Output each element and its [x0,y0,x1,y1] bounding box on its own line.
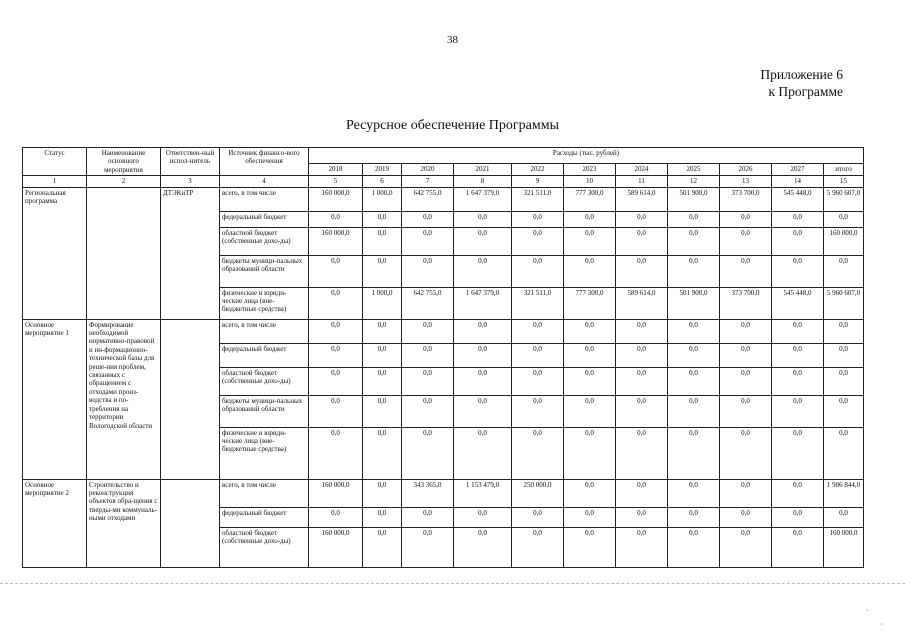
cell-value: 0,0 [309,255,363,287]
header-year: 2022 [512,164,564,176]
cell-source: всего, в том числе [220,187,309,211]
cell-value: 0,0 [512,255,564,287]
header-row [23,148,864,164]
column-number: 11 [616,176,668,187]
cell-source: областной бюджет (собственные дохо-ды) [220,227,309,255]
cell-value: 0,0 [616,211,668,227]
header-year: 2026 [720,164,772,176]
cell-name: Строительство и реконструкция объектов обра-щения с тверды-ми коммуналь-ными отходами [87,479,161,567]
cell-value: 0,0 [454,343,512,367]
header-year: 2019 [363,164,402,176]
cell-value: 250 000,0 [512,479,564,507]
header-year: 2023 [564,164,616,176]
cell-value: 0,0 [668,479,720,507]
cell-value: 0,0 [616,227,668,255]
cell-value: 0,0 [363,343,402,367]
cell-value: 0,0 [720,507,772,527]
cell-value: 0,0 [363,255,402,287]
cell-name [87,187,161,319]
cell-value: 0,0 [668,527,720,567]
cell-value: 0,0 [616,367,668,395]
cell-value: 0,0 [512,395,564,427]
header-expenses: Расходы (тыс. рублей) [309,148,864,164]
cell-value: 0,0 [772,343,824,367]
cell-source: всего, в том числе [220,319,309,343]
cell-value: 160 000,0 [309,187,363,211]
cell-value: 0,0 [564,395,616,427]
cell-value: 0,0 [309,367,363,395]
cell-value: 0,0 [309,287,363,319]
cell-value: 0,0 [772,255,824,287]
cell-value: 5 960 607,0 [824,187,864,211]
cell-value: 0,0 [772,211,824,227]
cell-value: 0,0 [512,527,564,567]
scan-edge-line [0,583,905,584]
cell-value: 0,0 [616,395,668,427]
cell-value: 0,0 [668,319,720,343]
cell-value: 0,0 [309,211,363,227]
cell-value: 0,0 [309,507,363,527]
cell-responsible [161,479,220,567]
cell-value: 0,0 [512,367,564,395]
cell-value: 160 000,0 [824,527,864,567]
cell-value: 0,0 [824,255,864,287]
cell-value: 160 000,0 [824,227,864,255]
table-row [23,187,864,211]
cell-value: 0,0 [720,395,772,427]
cell-value: 0,0 [363,211,402,227]
cell-value: 343 365,0 [402,479,454,507]
header-year: 2025 [668,164,720,176]
cell-value: 0,0 [454,319,512,343]
cell-value: 0,0 [363,427,402,479]
cell-value: 0,0 [720,211,772,227]
column-number: 12 [668,176,720,187]
cell-value: 589 614,0 [616,187,668,211]
appendix-line-2: к Программе [768,84,843,99]
cell-source: федеральный бюджет [220,211,309,227]
cell-value: 589 614,0 [616,287,668,319]
cell-status: Основное мероприятие 1 [23,319,87,479]
cell-value: 0,0 [309,343,363,367]
header-responsible: Ответствен-ный испол-нитель [161,148,220,176]
cell-source: физические и юриди-ческие лица (вне-бюджетные средства) [220,427,309,479]
cell-value: 0,0 [402,343,454,367]
cell-value: 0,0 [668,227,720,255]
cell-value: 0,0 [454,367,512,395]
column-number: 14 [772,176,824,187]
cell-value: 1 153 479,0 [454,479,512,507]
cell-value: 0,0 [824,427,864,479]
cell-value: 0,0 [616,319,668,343]
cell-value: 0,0 [824,319,864,343]
table-row [23,319,864,343]
header-year: 2024 [616,164,668,176]
page-number: 38 [447,34,458,46]
column-number-row [23,176,864,187]
header-year: 2018 [309,164,363,176]
cell-value: 1 906 844,0 [824,479,864,507]
cell-source: федеральный бюджет [220,507,309,527]
cell-value: 0,0 [720,527,772,567]
cell-value: 0,0 [454,427,512,479]
cell-value: 0,0 [564,367,616,395]
cell-value: 0,0 [772,227,824,255]
cell-value: 0,0 [564,255,616,287]
cell-value: 0,0 [309,395,363,427]
table-row [23,479,864,507]
cell-value: 0,0 [402,227,454,255]
cell-value: 1 000,0 [363,187,402,211]
column-number: 10 [564,176,616,187]
cell-value: 0,0 [720,255,772,287]
cell-value: 0,0 [564,211,616,227]
cell-source: областной бюджет (собственные дохо-ды) [220,367,309,395]
column-number: 6 [363,176,402,187]
cell-value: 373 700,0 [720,187,772,211]
cell-value: 0,0 [720,479,772,507]
cell-source: областной бюджет (собственные дохо-ды) [220,527,309,567]
cell-value: 0,0 [668,395,720,427]
cell-value: 0,0 [402,395,454,427]
cell-value: 0,0 [772,527,824,567]
column-number: 5 [309,176,363,187]
cell-value: 0,0 [454,507,512,527]
cell-value: 0,0 [824,507,864,527]
cell-value: 0,0 [668,343,720,367]
cell-value: 0,0 [564,507,616,527]
cell-value: 0,0 [454,527,512,567]
cell-value: 0,0 [454,211,512,227]
cell-value: 0,0 [564,343,616,367]
cell-value: 0,0 [512,427,564,479]
header-source: Источник финансо-вого обеспечения [220,148,309,176]
cell-value: 0,0 [668,507,720,527]
column-number: 3 [161,176,220,187]
cell-value: 160 000,0 [309,527,363,567]
column-number: 8 [454,176,512,187]
header-year: 2021 [454,164,512,176]
cell-value: 0,0 [772,319,824,343]
cell-value: 0,0 [363,367,402,395]
cell-value: 0,0 [720,367,772,395]
cell-value: 373 700,0 [720,287,772,319]
cell-value: 160 000,0 [309,227,363,255]
cell-value: 0,0 [454,395,512,427]
cell-value: 0,0 [824,211,864,227]
cell-value: 0,0 [309,427,363,479]
cell-value: 0,0 [363,507,402,527]
cell-value: 501 900,0 [668,187,720,211]
cell-value: 642 755,0 [402,187,454,211]
cell-value: 0,0 [772,395,824,427]
cell-value: 0,0 [824,395,864,427]
cell-status: Основное мероприятие 2 [23,479,87,567]
cell-value: 5 960 607,0 [824,287,864,319]
cell-value: 0,0 [720,343,772,367]
cell-value: 0,0 [564,527,616,567]
cell-value: 0,0 [616,507,668,527]
cell-value: 1 647 379,0 [454,187,512,211]
cell-value: 0,0 [668,255,720,287]
cell-value: 0,0 [363,319,402,343]
cell-value: 0,0 [720,227,772,255]
cell-source: федеральный бюджет [220,343,309,367]
column-number: 15 [824,176,864,187]
cell-value: 0,0 [616,255,668,287]
cell-value: 0,0 [512,227,564,255]
column-number: 2 [87,176,161,187]
header-year: 2027 [772,164,824,176]
cell-value: 777 300,0 [564,287,616,319]
header-year: 2020 [402,164,454,176]
cell-value: 1 647 379,0 [454,287,512,319]
cell-status: Региональная программа [23,187,87,319]
cell-source: бюджеты муници-пальных образований области [220,255,309,287]
cell-value: 0,0 [564,479,616,507]
table-body [23,187,864,567]
column-number: 13 [720,176,772,187]
cell-value: 0,0 [564,427,616,479]
cell-value: 0,0 [309,319,363,343]
cell-value: 0,0 [512,211,564,227]
header-status: Статус [23,148,87,176]
document-title: Ресурсное обеспечение Программы [345,118,559,133]
cell-value: 0,0 [402,527,454,567]
cell-source: всего, в том числе [220,479,309,507]
cell-name: Формирование необходимой нормативно-правовой и ин-формационно-технической базы для реше-ния проблем, связанных с обращением с отходами произ-водства и по-требления на территории Вологодской области [87,319,161,479]
cell-value: 0,0 [454,255,512,287]
cell-value: 0,0 [512,343,564,367]
cell-value: 0,0 [772,427,824,479]
cell-value: 0,0 [772,507,824,527]
cell-value: 0,0 [720,319,772,343]
appendix-heading [760,66,843,100]
appendix-line-1: Приложение 6 [760,67,843,82]
cell-source: физические и юриди-ческие лица (вне-бюджетные средства) [220,287,309,319]
cell-value: 0,0 [402,427,454,479]
scan-speck: · [866,606,869,615]
scan-speck: · [880,620,883,629]
cell-value: 0,0 [616,527,668,567]
cell-value: 0,0 [363,479,402,507]
cell-value: 0,0 [402,319,454,343]
cell-value: 0,0 [616,479,668,507]
cell-responsible: ДТЭКиТР [161,187,220,319]
cell-value: 0,0 [772,479,824,507]
cell-value: 321 511,0 [512,287,564,319]
cell-value: 0,0 [616,427,668,479]
cell-value: 0,0 [512,319,564,343]
cell-value: 501 900,0 [668,287,720,319]
cell-value: 160 000,0 [309,479,363,507]
cell-value: 0,0 [824,343,864,367]
cell-value: 545 448,0 [772,187,824,211]
cell-value: 0,0 [512,507,564,527]
column-number: 4 [220,176,309,187]
cell-value: 642 755,0 [402,287,454,319]
cell-value: 545 448,0 [772,287,824,319]
cell-value: 0,0 [772,367,824,395]
cell-value: 0,0 [668,367,720,395]
header-name: Наименование основного мероприятия [87,148,161,176]
header-year: итого [824,164,864,176]
cell-source: бюджеты муници-пальных образований области [220,395,309,427]
cell-value: 0,0 [363,395,402,427]
cell-value: 0,0 [402,367,454,395]
cell-responsible [161,319,220,479]
cell-value: 0,0 [363,527,402,567]
cell-value: 0,0 [564,227,616,255]
cell-value: 1 000,0 [363,287,402,319]
cell-value: 0,0 [824,367,864,395]
cell-value: 0,0 [720,427,772,479]
cell-value: 321 511,0 [512,187,564,211]
resource-table [22,147,864,568]
cell-value: 0,0 [402,507,454,527]
cell-value: 777 300,0 [564,187,616,211]
cell-value: 0,0 [363,227,402,255]
cell-value: 0,0 [616,343,668,367]
cell-value: 0,0 [668,211,720,227]
column-number: 9 [512,176,564,187]
cell-value: 0,0 [564,319,616,343]
cell-value: 0,0 [668,427,720,479]
column-number: 7 [402,176,454,187]
column-number: 1 [23,176,87,187]
cell-value: 0,0 [402,211,454,227]
cell-value: 0,0 [454,227,512,255]
cell-value: 0,0 [402,255,454,287]
